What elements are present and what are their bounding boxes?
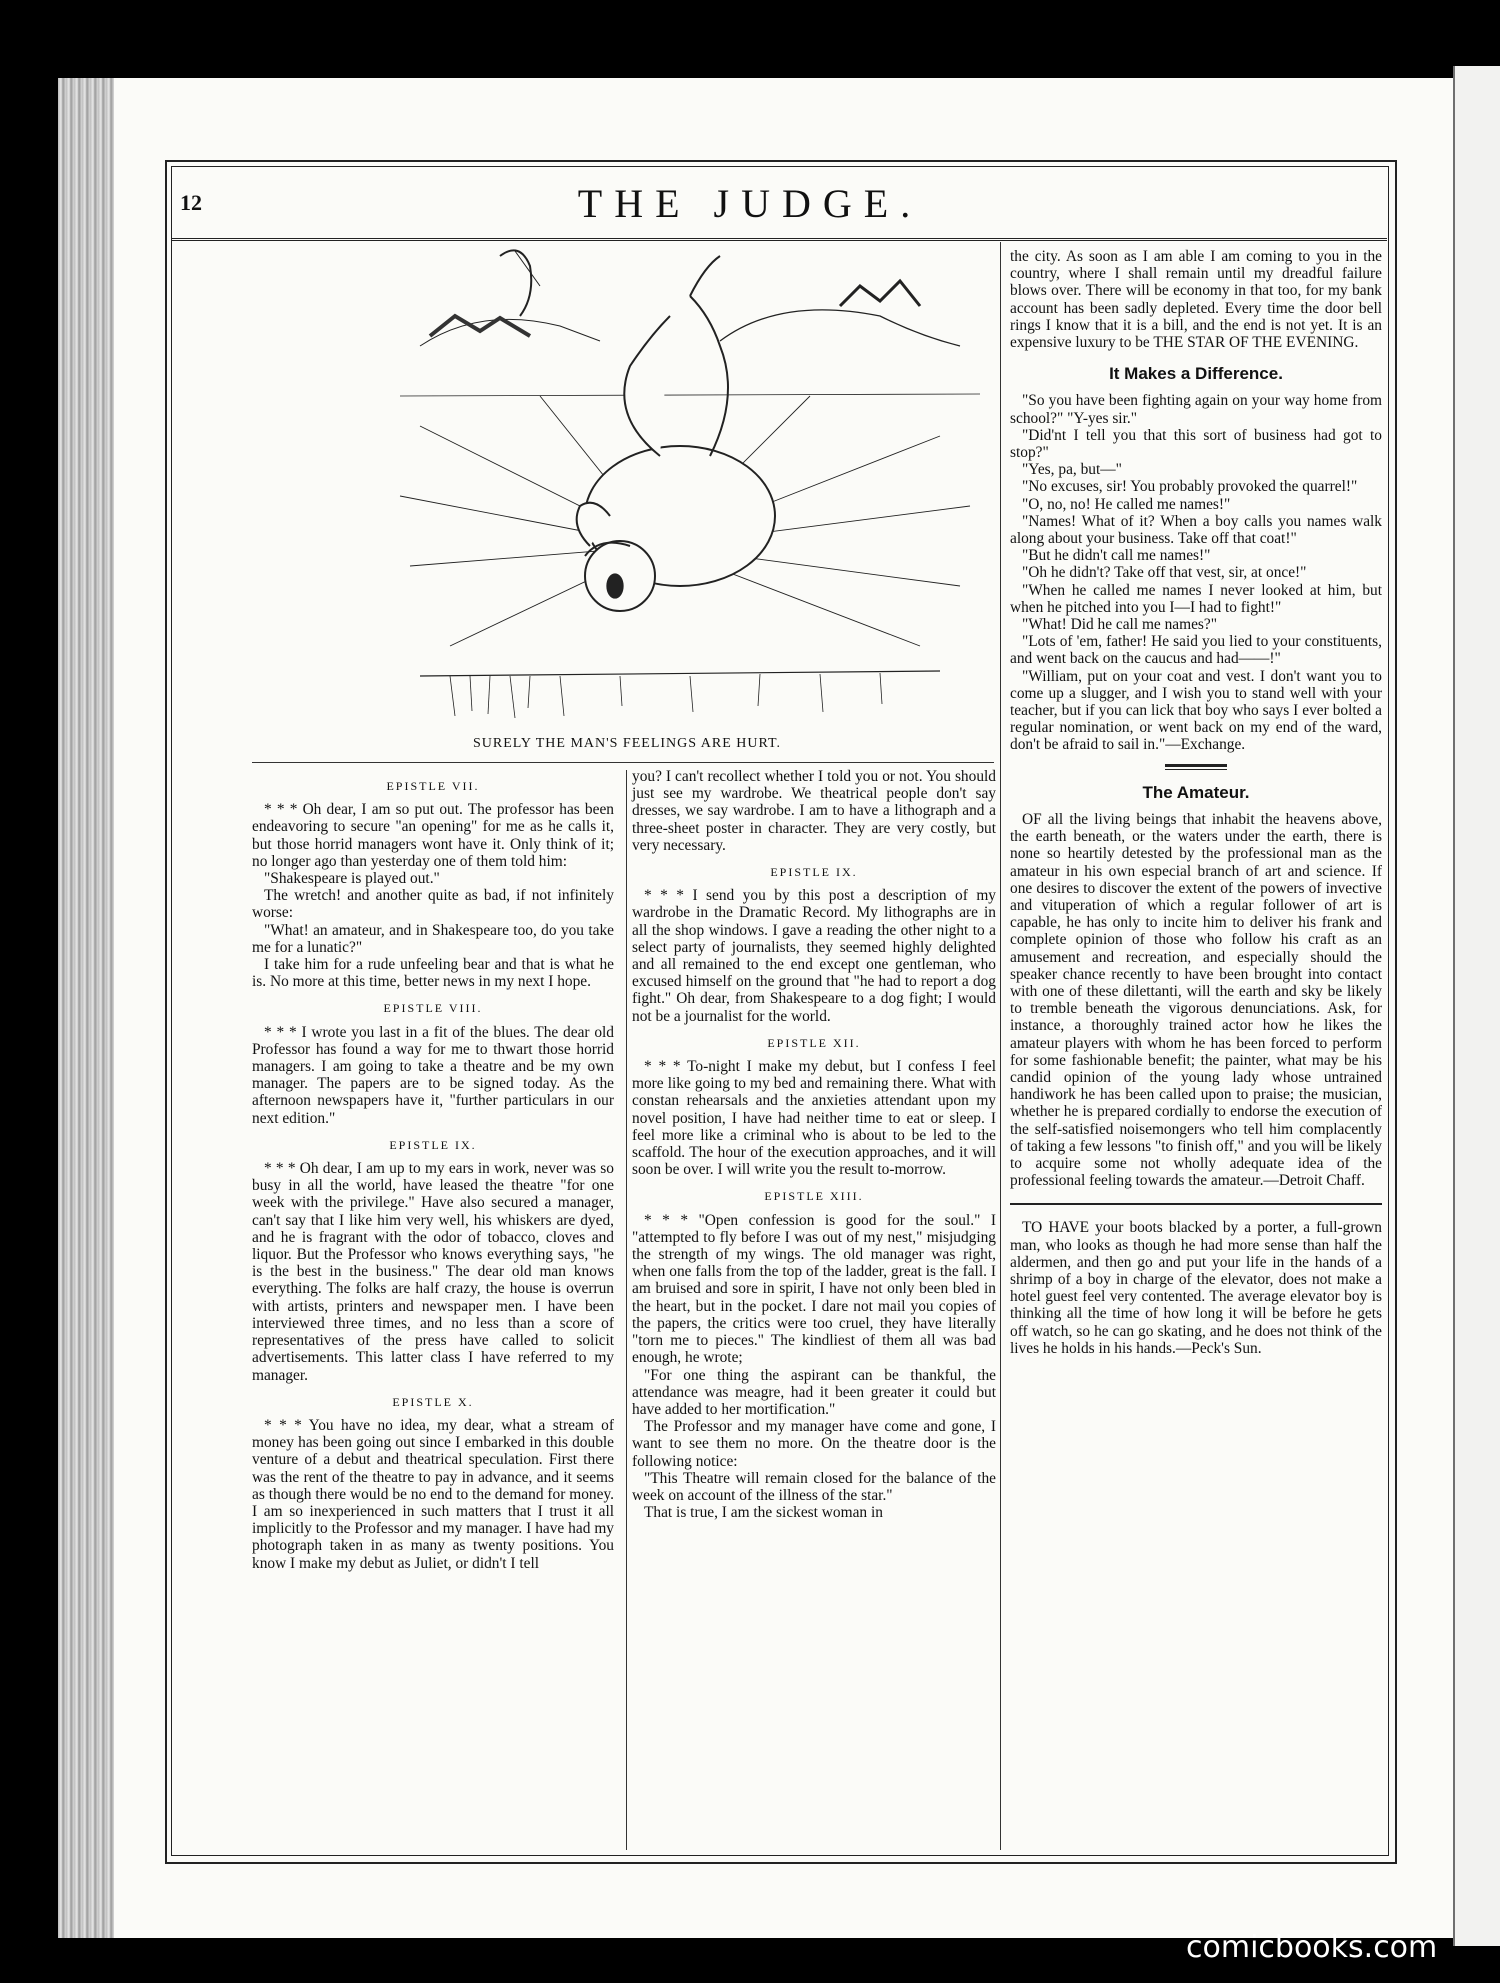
column-rule-2 bbox=[1000, 242, 1001, 1850]
column-2 bbox=[632, 768, 996, 1521]
epistle-heading: EPISTLE XIII. bbox=[764, 1189, 864, 1204]
epistle-heading: EPISTLE X. bbox=[392, 1394, 474, 1409]
paragraph: you? I can't recollect whether I told you or not. You should just see my wardrobe. We theatrical people don't say dresses, we say wardrobe. I am to have a lithograph and a three-sheet poster in character. They are very costly, but very necessary. bbox=[632, 768, 996, 854]
paragraph: the city. As soon as I am able I am coming to you in the country, where I shall remain until my dreadful failure blows over. There will be economy in that too, for my bank account has been sadly depleted. Every time the door bell rings I know that it is a bill, and the end is not yet. It is an expensive luxury to be THE STAR OF THE EVENING. bbox=[1010, 248, 1382, 352]
paragraph: * * * "Open confession is good for the soul." I "attempted to fly before I was out of my nest," misjudging the strength of my wings. The old manager was right, when one falls from the top of the ladder, great is the fall. I am bruised and sore in spirit, I have not only been bled in the heart, but in the pocket. I dare not mail you copies of the papers, the critics were too cruel, they have literally "torn me to pieces." The kindliest of them all was bad enough, he wrote; bbox=[632, 1211, 996, 1367]
caption-rule bbox=[252, 762, 994, 763]
paragraph: "What! an amateur, and in Shakespeare too, do you take me for a lunatic?" bbox=[252, 921, 614, 956]
section-heading: The Amateur. bbox=[1142, 782, 1250, 802]
paragraph: "Shakespeare is played out." bbox=[264, 870, 440, 888]
column-rule-1 bbox=[626, 770, 627, 1850]
illustration-caption: SURELY THE MAN'S FEELINGS ARE HURT. bbox=[472, 736, 782, 751]
page-number: 12 bbox=[180, 190, 202, 215]
paragraph: That is true, I am the sickest woman in bbox=[644, 1504, 883, 1522]
epistle-heading: EPISTLE VII. bbox=[386, 779, 480, 793]
epistle-heading: EPISTLE IX. bbox=[770, 865, 858, 880]
paragraph: The wretch! and another quite as bad, if not infinitely worse: bbox=[252, 887, 614, 922]
section-divider bbox=[1165, 764, 1227, 770]
paragraph: I take him for a rude unfeeling bear and that is what he is. No more at this time, better news in my next I hope. bbox=[252, 956, 614, 991]
paragraph: "Did'nt I tell you that this sort of business had got to stop?" bbox=[1010, 426, 1382, 462]
paragraph: * * * You have no idea, my dear, what a stream of money has been going out since I embarked in this double venture of a debut and theatrical speculation. First there was the rent of the theatre to pay in advance, and it seems as though there would be no end to the demand for money. I am so inexperienced in such matters that I trust it all implicitly to the Professor and my manager. I have had my photograph taken in as many as twenty positions. You know I make my debut as Juliet, or didn't I tell bbox=[252, 1416, 614, 1572]
paragraph: "For one thing the aspirant can be thankful, the attendance was meagre, had it been greater it could but have added to her mortification." bbox=[632, 1366, 996, 1418]
next-page-edge bbox=[1455, 66, 1500, 1946]
paragraph: The Professor and my manager have come and gone, I want to see them no more. On the theatre door is the following notice: bbox=[632, 1418, 996, 1470]
paragraph: "What! Did he call me names?" bbox=[1022, 616, 1218, 634]
paragraph: * * * I send you by this post a description of my wardrobe in the Dramatic Record. My lithographs are in all the shop windows. I gave a reading the other night to a select party of journalists, they seemed highly delighted and all remained to the end except one gentleman, who excused himself on the ground that "he had to report a dog fight." Oh dear, from Shakespeare to a dog fight; I would not be a journalist for the world. bbox=[632, 887, 996, 1025]
paragraph: "This Theatre will remain closed for the balance of the week on account of the illness of the star." bbox=[632, 1469, 996, 1504]
column-1 bbox=[252, 768, 614, 1572]
paragraph: "But he didn't call me names!" bbox=[1022, 547, 1211, 565]
paragraph: "O, no, no! He called me names!" bbox=[1022, 495, 1231, 513]
paragraph: "Oh he didn't? Take off that vest, sir, at once!" bbox=[1022, 564, 1307, 582]
paragraph: "No excuses, sir! You probably provoked the quarrel!" bbox=[1022, 478, 1358, 496]
paragraph: * * * To-night I make my debut, but I confess I feel more like going to my bed and remaining there. What with constan rehearsals and the anxieties attendant upon my novel position, I have had neither time to eat or sleep. I feel more like a criminal who is about to be led to the scaffold. The hour of the execution approaches, and it will soon be over. I will write you the result to-morrow. bbox=[632, 1058, 996, 1179]
paragraph: * * * I wrote you last in a fit of the blues. The dear old Professor has found a way for me to thwart those horrid managers. I am going to take a theatre and be my own manager. The papers are to be signed today. As the afternoon newspapers have it, "further particulars in our next edition." bbox=[252, 1023, 614, 1127]
epistle-heading: EPISTLE IX. bbox=[389, 1137, 477, 1152]
paragraph: * * * Oh dear, I am up to my ears in work, never was so busy in all the world, have leased the theatre "for one week with the privilege." Have also secured a manager, can't say that I like him very well, his whiskers are dyed, and he is fragrant with the odor of tobacco, cloves and liquor. But the Professor who knows everything says, "he is the best in the business." The dear old man knows everything. The folks are half crazy, the house is overrun with artists, printers and newspaper men. I have been interviewed three times, and no less than a score of representatives of the press have called to solicit advertisements. This latter class I have referred to my manager. bbox=[252, 1160, 614, 1384]
book-binding bbox=[58, 78, 114, 1938]
paragraph: TO HAVE your boots blacked by a porter, a full-grown man, who looks as though he had more sense than half the aldermen, and then go and put your life in the hands of a shrimp of a boy in charge of the elevator, does not make a hotel guest feel very contented. The average elevator boy is thinking all the time of how long it will be before he gets off watch, so he can go skating, and he does not think of the lives he holds in his hands.—Peck's Sun. bbox=[1010, 1219, 1382, 1357]
epistle-heading: EPISTLE VIII. bbox=[383, 1001, 483, 1016]
masthead-rule bbox=[172, 238, 1387, 241]
paragraph: * * * Oh dear, I am so put out. The professor has been endeavoring to secure "an opening" for me as he calls it, but those horrid managers wont have it. Only think of it; no longer ago than yesterday one of them told him: bbox=[252, 801, 614, 870]
paragraph: "So you have been fighting again on your way home from school?" "Y-yes sir." bbox=[1010, 392, 1382, 427]
skater-illustration bbox=[360, 246, 1000, 726]
epistle-heading: EPISTLE XII. bbox=[767, 1035, 861, 1050]
watermark-text: comicbooks.com bbox=[1186, 1930, 1438, 1965]
article-divider bbox=[1010, 1203, 1382, 1205]
paragraph: "Yes, pa, but—" bbox=[1022, 461, 1122, 479]
paragraph: "William, put on your coat and vest. I don't want you to come up a slugger, and I wish you to stand well with your teacher, but if you can lick that boy who says I ever bolted a regular nomination, or went back on my end of the ward, don't be afraid to sail in."—Exchange. bbox=[1010, 667, 1382, 754]
section-heading: It Makes a Difference. bbox=[1109, 364, 1283, 384]
paragraph: OF all the living beings that inhabit the heavens above, the earth beneath, or the waters under the earth, there is none so heartily detested by the professional man as the amateur in his own especial branch of art and science. If one desires to discover the extent of the powers of invective and vituperation of which a regular follower of art is capable, he has only to incite him to deliver his frank and complete opinion of those who follow his craft as an amusement and recreation, and especially should the speaker chance recently to have been brought into contact with one of these dilettanti, will the earth and sky be likely to tremble beneath the vigorous denunciations. Ask, for instance, a thoroughly trained actor how he likes the amateur players with whom he has been forced to perform for some fashionable benefit; the painter, what may be his candid opinion of the young lady whose untrained handiwork he has been called upon to praise; the musician, whether he is prepared cordially to endorse the execution of the self-satisfied noisemongers who tell him complacently of taking a few lessons "to finish off," and you will be likely to acquire some not wholly adequate idea of the professional feeling towards the amateur.—Detroit Chaff. bbox=[1010, 810, 1382, 1190]
paragraph: "Lots of 'em, father! He said you lied to your constituents, and went back on the caucus and had——!" bbox=[1010, 633, 1382, 668]
column-3 bbox=[1010, 248, 1382, 1357]
paragraph: "When he called me names I never looked at him, but when he pitched into you I—I had to fight!" bbox=[1010, 581, 1382, 616]
masthead-title: THE JUDGE. bbox=[577, 181, 923, 226]
paragraph: "Names! What of it? When a boy calls you names walk along about your business. Take off that coat!" bbox=[1010, 512, 1382, 548]
